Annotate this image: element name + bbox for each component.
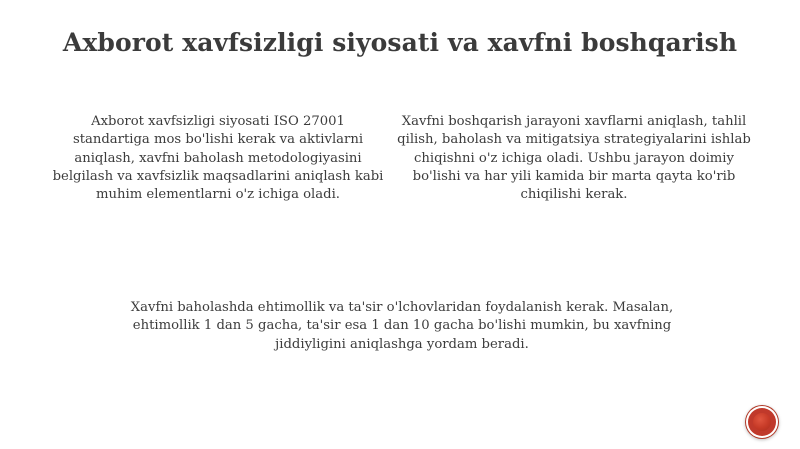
slide-title: Axborot xavfsizligi siyosati va xavfni boshqarish: [62, 28, 738, 57]
right-text-block: Xavfni boshqarish jarayoni xavflarni aniqlash, tahlil qilish, baholash va mitigatsiya strategiyalarini ishlab chiqishni o'z ichiga oladi. Ushbu jarayon doimiy bo'lishi va har yili kamida bir marta qayta ko'rib chiqilishi kerak.: [397, 114, 751, 203]
slide-nav-button[interactable]: [748, 408, 776, 436]
bottom-text-block: Xavfni baholashda ehtimollik va ta'sir o'lchovlaridan foydalanish kerak. Masalan, ehtimollik 1 dan 5 gacha, ta'sir esa 1 dan 10 gacha bo'lishi mumkin, bu xavfning jiddiyligini aniqlashga yordam beradi.: [130, 300, 674, 352]
left-text-block: Axborot xavfsizligi siyosati ISO 27001 standartiga mos bo'lishi kerak va aktivlarni aniqlash, xavfni baholash metodologiyasini belgilash va xavfsizlik maqsadlarini aniqlash kabi muhim elementlarni o'z ichiga oladi.: [52, 114, 384, 203]
circle-nav-icon: [753, 413, 771, 431]
